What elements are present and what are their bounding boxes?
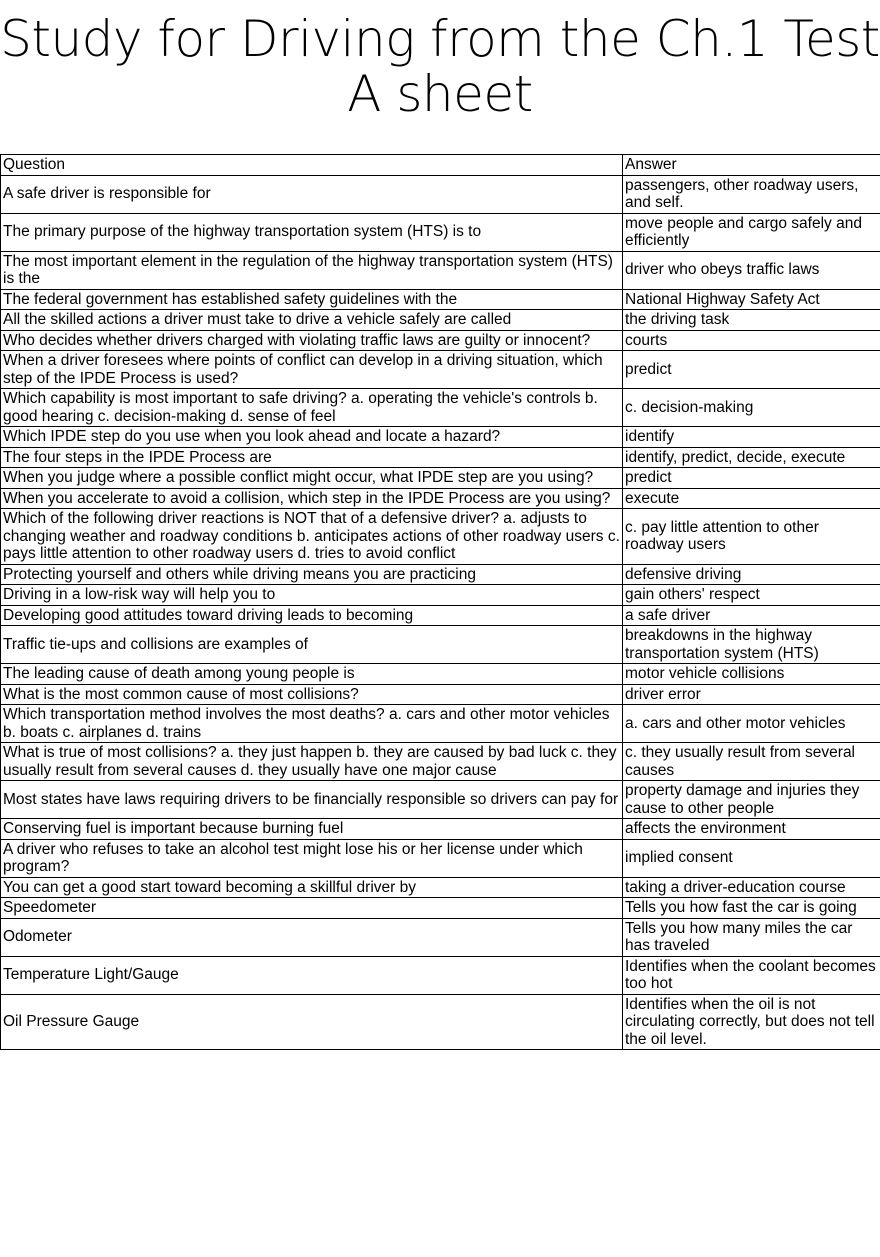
table-row [1, 664, 880, 685]
answer-cell: gain others' respect [623, 585, 880, 606]
answer-cell: predict [623, 351, 880, 389]
answer-cell: Tells you how many miles the car has traveled [623, 918, 880, 956]
answer-cell: driver error [623, 684, 880, 705]
question-cell: When you judge where a possible conflict might occur, what IPDE step are you using? [1, 468, 623, 489]
table-row [1, 389, 880, 427]
table-row [1, 447, 880, 468]
table-row [1, 877, 880, 898]
table-row [1, 351, 880, 389]
question-cell: Oil Pressure Gauge [1, 994, 623, 1050]
table-row [1, 605, 880, 626]
answer-header: Answer [623, 155, 880, 176]
table-row [1, 289, 880, 310]
table-row [1, 956, 880, 994]
table-row [1, 898, 880, 919]
question-cell: When a driver foresees where points of conflict can develop in a driving situation, which step of the IPDE Process is used? [1, 351, 623, 389]
question-cell: Which of the following driver reactions is NOT that of a defensive driver? a. adjusts to changing weather and roadway conditions b. anticipates actions of other roadway users c. pays little attention to other roadway users d. tries to avoid conflict [1, 509, 623, 565]
answer-cell: execute [623, 488, 880, 509]
table-row [1, 330, 880, 351]
table-row [1, 310, 880, 331]
question-cell: All the skilled actions a driver must take to drive a vehicle safely are called [1, 310, 623, 331]
answer-cell: c. decision-making [623, 389, 880, 427]
table-row [1, 819, 880, 840]
answer-cell: implied consent [623, 839, 880, 877]
question-cell: Protecting yourself and others while driving means you are practicing [1, 564, 623, 585]
table-row [1, 585, 880, 606]
question-cell: The federal government has established safety guidelines with the [1, 289, 623, 310]
question-cell: Odometer [1, 918, 623, 956]
answer-cell: a safe driver [623, 605, 880, 626]
question-cell: Which IPDE step do you use when you look ahead and locate a hazard? [1, 427, 623, 448]
answer-cell: defensive driving [623, 564, 880, 585]
answer-cell: Identifies when the oil is not circulating correctly, but does not tell the oil level. [623, 994, 880, 1050]
answer-cell: courts [623, 330, 880, 351]
answer-cell: motor vehicle collisions [623, 664, 880, 685]
table-row [1, 781, 880, 819]
question-header: Question [1, 155, 623, 176]
answer-cell: move people and cargo safely and efficiently [623, 213, 880, 251]
table-row [1, 213, 880, 251]
answer-cell: breakdowns in the highway transportation system (HTS) [623, 626, 880, 664]
answer-cell: driver who obeys traffic laws [623, 251, 880, 289]
table-row [1, 175, 880, 213]
answer-cell: property damage and injuries they cause to other people [623, 781, 880, 819]
table-row [1, 705, 880, 743]
table-header-row [1, 155, 880, 176]
question-cell: Most states have laws requiring drivers to be financially responsible so drivers can pay for [1, 781, 623, 819]
question-cell: Driving in a low-risk way will help you to [1, 585, 623, 606]
question-cell: Which transportation method involves the most deaths? a. cars and other motor vehicles b. boats c. airplanes d. trains [1, 705, 623, 743]
answer-cell: a. cars and other motor vehicles [623, 705, 880, 743]
table-row [1, 509, 880, 565]
table-row [1, 743, 880, 781]
table-row [1, 468, 880, 489]
question-cell: The primary purpose of the highway transportation system (HTS) is to [1, 213, 623, 251]
answer-cell: Tells you how fast the car is going [623, 898, 880, 919]
page-title: Study for Driving from the Ch.1 Test A sheet [0, 12, 880, 154]
question-cell: Developing good attitudes toward driving leads to becoming [1, 605, 623, 626]
answer-cell: predict [623, 468, 880, 489]
table-row [1, 626, 880, 664]
question-cell: The most important element in the regulation of the highway transportation system (HTS) is the [1, 251, 623, 289]
question-cell: Which capability is most important to safe driving? a. operating the vehicle's controls b. good hearing c. decision-making d. sense of feel [1, 389, 623, 427]
table-row [1, 918, 880, 956]
question-cell: A safe driver is responsible for [1, 175, 623, 213]
question-cell: Traffic tie-ups and collisions are examples of [1, 626, 623, 664]
question-cell: What is the most common cause of most collisions? [1, 684, 623, 705]
answer-cell: taking a driver-education course [623, 877, 880, 898]
question-cell: What is true of most collisions? a. they just happen b. they are caused by bad luck c. they usually result from several causes d. they usually have one major cause [1, 743, 623, 781]
question-cell: Speedometer [1, 898, 623, 919]
question-cell: Conserving fuel is important because burning fuel [1, 819, 623, 840]
question-cell: The leading cause of death among young people is [1, 664, 623, 685]
table-row [1, 684, 880, 705]
answer-cell: c. pay little attention to other roadway users [623, 509, 880, 565]
table-row [1, 427, 880, 448]
table-row [1, 839, 880, 877]
table-row [1, 564, 880, 585]
question-cell: A driver who refuses to take an alcohol test might lose his or her license under which program? [1, 839, 623, 877]
question-cell: You can get a good start toward becoming a skillful driver by [1, 877, 623, 898]
table-row [1, 994, 880, 1050]
answer-cell: affects the environment [623, 819, 880, 840]
table-row [1, 488, 880, 509]
qa-table [0, 154, 880, 1050]
answer-cell: Identifies when the coolant becomes too hot [623, 956, 880, 994]
answer-cell: passengers, other roadway users, and self. [623, 175, 880, 213]
question-cell: The four steps in the IPDE Process are [1, 447, 623, 468]
question-cell: Who decides whether drivers charged with violating traffic laws are guilty or innocent? [1, 330, 623, 351]
table-row [1, 251, 880, 289]
question-cell: Temperature Light/Gauge [1, 956, 623, 994]
answer-cell: identify, predict, decide, execute [623, 447, 880, 468]
answer-cell: the driving task [623, 310, 880, 331]
answer-cell: c. they usually result from several causes [623, 743, 880, 781]
answer-cell: National Highway Safety Act [623, 289, 880, 310]
question-cell: When you accelerate to avoid a collision, which step in the IPDE Process are you using? [1, 488, 623, 509]
answer-cell: identify [623, 427, 880, 448]
